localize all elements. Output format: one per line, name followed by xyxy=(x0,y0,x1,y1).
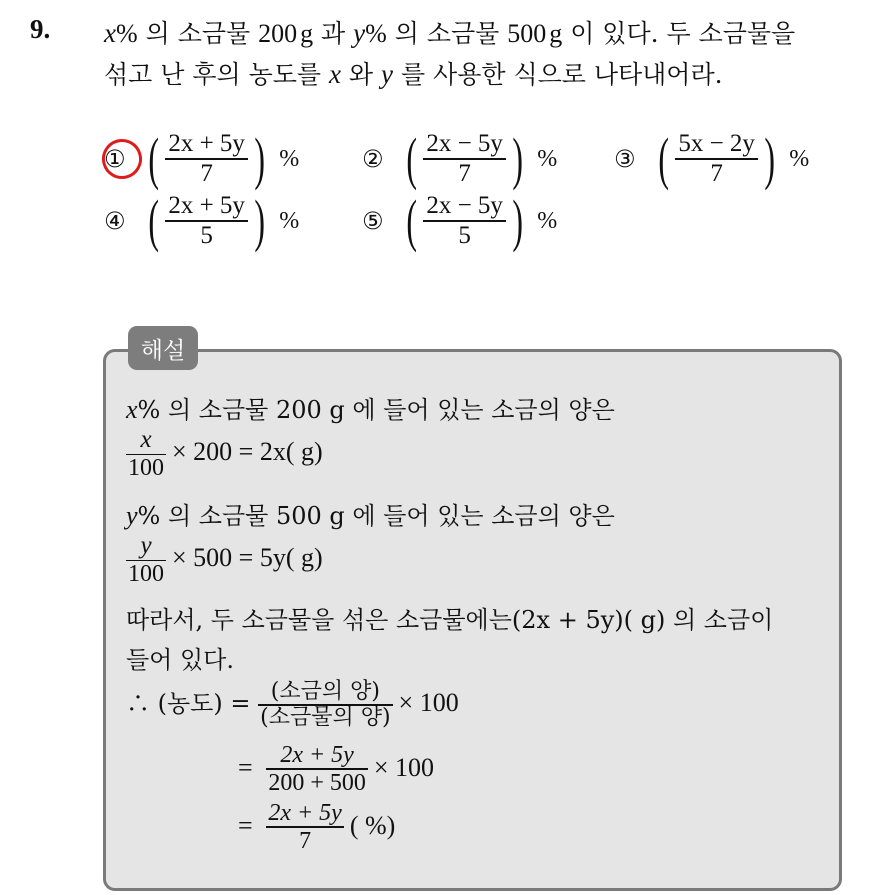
percent-sign: % xyxy=(115,19,138,48)
numerator: 2x + 5y xyxy=(168,130,245,158)
solution-line-5: 따라서, 두 소금물을 섞은 소금물에는(2x + 5y)( g) 의 소금이 xyxy=(126,606,774,634)
denominator: 200 + 500 xyxy=(268,769,366,796)
numerator: 2x − 5y xyxy=(426,130,503,158)
numerator: 2x + 5y xyxy=(280,742,354,768)
question-text-line1 xyxy=(104,14,795,50)
fraction-sum-over-total xyxy=(266,742,368,796)
unit: % xyxy=(537,207,558,234)
unit: % xyxy=(537,145,558,172)
choice-4[interactable] xyxy=(104,188,300,253)
text-segment: 이 있다. 두 소금물을 xyxy=(562,19,796,48)
choice-fraction xyxy=(423,130,506,188)
numerator: 2x − 5y xyxy=(426,192,503,220)
equation-lhs: ∴ (농도) = xyxy=(126,689,251,718)
denominator: 5 xyxy=(458,221,471,249)
var-y: y xyxy=(353,18,366,48)
solution-line-2 xyxy=(126,426,329,481)
choice-fraction xyxy=(423,192,506,250)
var-y: y xyxy=(381,59,394,89)
denominator: 100 xyxy=(128,455,164,481)
denominator: (소금물의 양) xyxy=(260,704,391,730)
left-paren: ( xyxy=(406,188,417,253)
concentration-equation-3 xyxy=(232,800,401,854)
text-segment: 를 사용한 식으로 나타내어라. xyxy=(393,60,723,89)
question-number: 9. xyxy=(30,14,51,44)
choice-label: ② xyxy=(362,145,384,173)
concentration-equation-1 xyxy=(126,680,465,730)
denominator: 7 xyxy=(458,159,471,187)
right-paren: ) xyxy=(764,126,775,191)
right-paren: ) xyxy=(254,188,265,253)
text-segment: 의 소금물 xyxy=(386,19,508,48)
unit-g: g xyxy=(300,19,314,48)
text-segment: 의 소금물 xyxy=(137,19,259,48)
fraction-final xyxy=(266,800,344,854)
denominator: 7 xyxy=(200,159,213,187)
left-paren: ( xyxy=(148,188,159,253)
percent-sign: % xyxy=(365,19,387,48)
solution-line-3 xyxy=(126,496,615,531)
text-segment: 과 xyxy=(313,19,354,48)
denominator: 5 xyxy=(200,221,213,249)
solution-line-1 xyxy=(126,390,615,425)
concentration-equation-2 xyxy=(232,742,440,796)
question-text-line2 xyxy=(104,55,723,91)
numerator: x xyxy=(140,426,152,453)
text-segment: 섞고 난 후의 농도를 xyxy=(104,60,329,89)
left-paren: ( xyxy=(658,126,669,191)
choice-5[interactable] xyxy=(362,188,558,253)
expression-rest: × 100 xyxy=(398,688,459,718)
unit: % xyxy=(279,145,300,172)
choice-label: ① xyxy=(104,145,126,173)
denominator: 100 xyxy=(128,561,164,587)
denominator: 7 xyxy=(299,827,312,854)
numerator: 2x + 5y xyxy=(268,800,342,826)
solution-line-6: 들어 있다. xyxy=(126,646,234,674)
unit: % xyxy=(279,207,300,234)
left-paren: ( xyxy=(148,126,159,191)
solution-line-4 xyxy=(126,532,329,587)
choice-label: ③ xyxy=(614,145,636,173)
solution-text: % 의 소금물 500 g 에 들어 있는 소금의 양은 xyxy=(137,502,615,530)
expression-rest: × 500 = 5y( g) xyxy=(172,543,323,573)
numerator: (소금의 양) xyxy=(270,679,380,704)
var-x: x xyxy=(104,18,116,48)
amount-200: 200 xyxy=(258,19,298,48)
right-paren: ) xyxy=(512,126,523,191)
equals-sign: = xyxy=(238,810,253,840)
unit: % xyxy=(789,145,810,172)
solution-text: % 의 소금물 200 g 에 들어 있는 소금의 양은 xyxy=(137,396,615,424)
choice-2[interactable] xyxy=(362,126,558,191)
numerator: 2x + 5y xyxy=(168,192,245,220)
right-paren: ) xyxy=(254,126,265,191)
expression-rest: × 200 = 2x( g) xyxy=(172,437,323,467)
solution-tag: 해설 xyxy=(128,326,198,370)
choice-label: ⑤ xyxy=(362,207,384,235)
amount-500: 500 xyxy=(507,19,547,48)
unit-g: g xyxy=(549,19,563,48)
var-y: y xyxy=(126,501,138,530)
numerator: 5x − 2y xyxy=(678,130,755,158)
denominator: 7 xyxy=(710,159,723,187)
fraction-y-over-100 xyxy=(126,532,166,587)
expression-rest: ( %) xyxy=(349,810,396,840)
right-paren: ) xyxy=(512,188,523,253)
fraction-x-over-100 xyxy=(126,426,166,481)
numerator: y xyxy=(140,532,152,559)
choice-fraction xyxy=(675,130,758,188)
text-segment: 와 xyxy=(340,60,382,89)
choice-fraction xyxy=(165,192,248,250)
var-x: x xyxy=(126,395,138,424)
choice-fraction xyxy=(165,130,248,188)
expression-rest: × 100 xyxy=(373,752,435,782)
var-x: x xyxy=(329,59,341,89)
left-paren: ( xyxy=(406,126,417,191)
equals-sign: = xyxy=(238,752,253,782)
choice-3[interactable] xyxy=(614,126,810,191)
fraction-salt-over-saltwater xyxy=(258,680,392,730)
choice-label: ④ xyxy=(104,207,126,235)
